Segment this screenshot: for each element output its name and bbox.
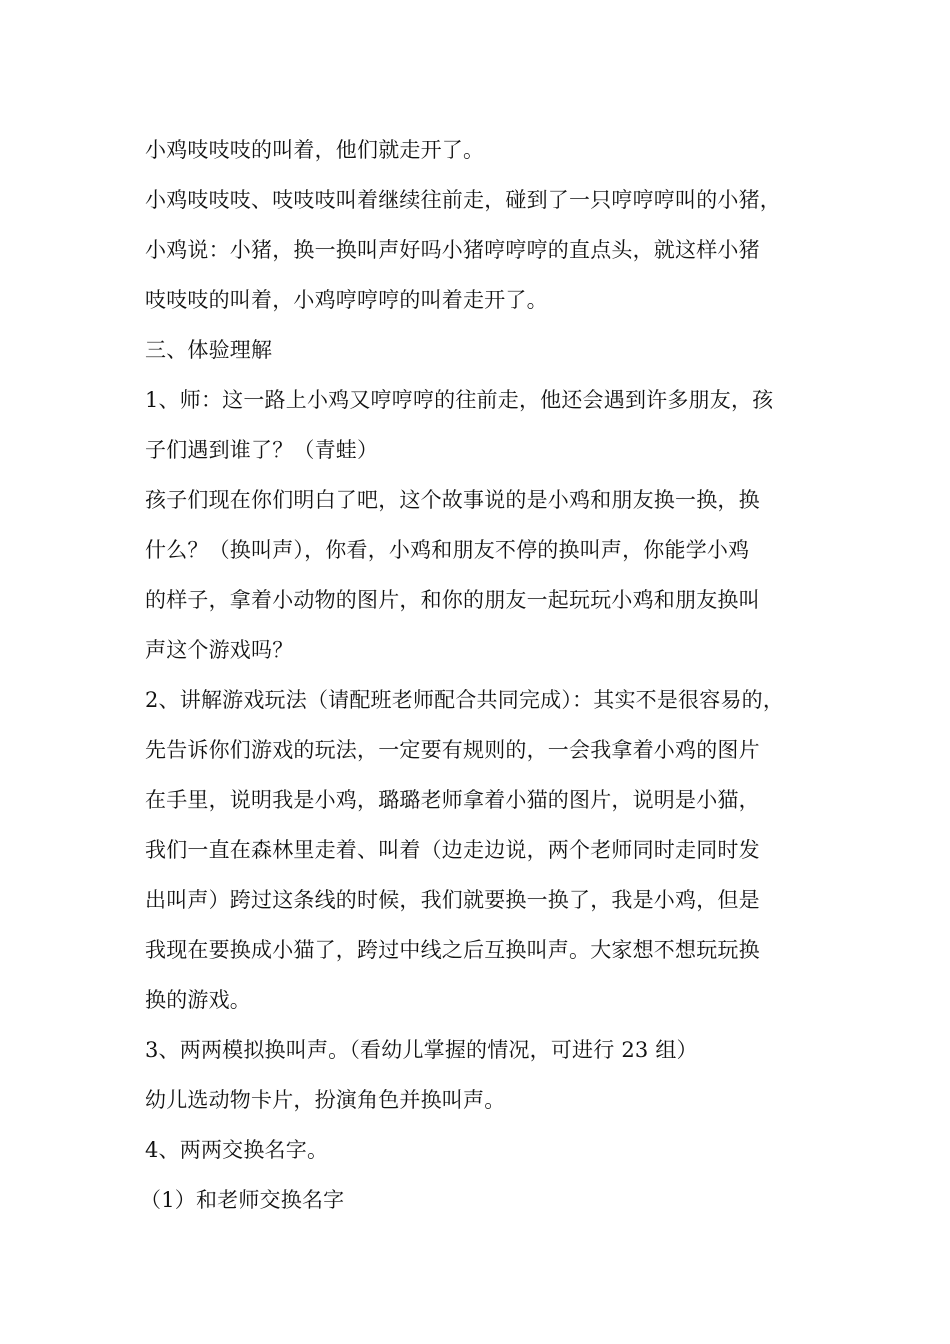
text-line: 子们遇到谁了？（青蛙）: [145, 438, 379, 462]
text-line: 先告诉你们游戏的玩法，一定要有规则的，一会我拿着小鸡的图片: [145, 738, 760, 762]
text-line: （1）和老师交换名字: [140, 1188, 345, 1212]
text-line: 小鸡吱吱吱、吱吱吱叫着继续往前走，碰到了一只哼哼哼叫的小猪，: [145, 188, 781, 212]
text-line: 幼儿选动物卡片，扮演角色并换叫声。: [145, 1088, 506, 1112]
text-line: 的样子，拿着小动物的图片，和你的朋友一起玩玩小鸡和朋友换叫: [145, 588, 760, 612]
text-line: 出叫声）跨过这条线的时候，我们就要换一换了，我是小鸡，但是: [145, 888, 760, 912]
section-heading: 三、体验理解: [145, 338, 273, 362]
text-line: 在手里，说明我是小鸡，璐璐老师拿着小猫的图片，说明是小猫，: [145, 788, 760, 812]
text-line: 2、讲解游戏玩法（请配班老师配合共同完成）：其实不是很容易的，: [145, 688, 785, 712]
text-line: 1、师：这一路上小鸡又哼哼哼的往前走，他还会遇到许多朋友，孩: [145, 388, 774, 412]
text-line: 声这个游戏吗？: [145, 638, 294, 662]
text-line: 吱吱吱的叫着，小鸡哼哼哼的叫着走开了。: [145, 288, 548, 312]
text-line: 4、两两交换名字。: [145, 1138, 329, 1162]
text-line: 小鸡说：小猪，换一换叫声好吗小猪哼哼哼的直点头，就这样小猪: [145, 238, 760, 262]
text-line: 什么？（换叫声），你看，小鸡和朋友不停的换叫声，你能学小鸡: [145, 538, 750, 562]
text-line: 我现在要换成小猫了，跨过中线之后互换叫声。大家想不想玩玩换: [145, 938, 760, 962]
text-line: 换的游戏。: [145, 988, 251, 1012]
text-line: 孩子们现在你们明白了吧，这个故事说的是小鸡和朋友换一换，换: [145, 488, 760, 512]
text-line: 我们一直在森林里走着、叫着（边走边说，两个老师同时走同时发: [145, 838, 760, 862]
text-line: 小鸡吱吱吱的叫着，他们就走开了。: [145, 138, 485, 162]
text-line: 3、两两模拟换叫声。（看幼儿掌握的情况，可进行 23 组）: [145, 1038, 698, 1062]
